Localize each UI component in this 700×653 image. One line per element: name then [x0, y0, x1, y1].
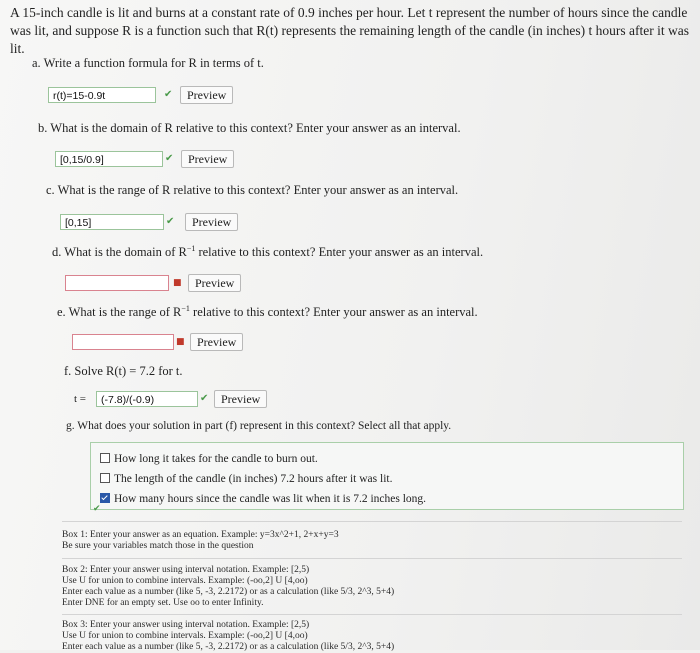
part-f-preview-button[interactable]: Preview [214, 390, 267, 408]
part-d-preview-button[interactable]: Preview [188, 274, 241, 292]
option-hours-when-7-2-inches[interactable]: How many hours since the candle was lit when it is 7.2 inches long. [100, 493, 426, 505]
help-box-2: Box 2: Enter your answer using interval notation. Example: [2,5) Use U for union to combine intervals. Example: (-oo,2] U [4,oo) Enter each value as a number (like 5, -3, 2.2172) or as a calculation (like 5/3, 2^3, 5+4) Enter DNE for an empty set. Use oo to enter Infinity. [62, 565, 395, 608]
checkbox[interactable] [100, 453, 110, 463]
correct-check-icon: ✔ [93, 504, 101, 514]
part-e-preview-button[interactable]: Preview [190, 333, 243, 351]
help-box-1: Box 1: Enter your answer as an equation. Example: y=3x^2+1, 2+x+y=3 Be sure your variables match those in the question [62, 530, 339, 551]
divider [62, 558, 682, 559]
checkbox-checked[interactable] [100, 493, 110, 503]
incorrect-mark-icon: ■ [176, 337, 185, 347]
correct-check-icon: ✔ [164, 89, 173, 100]
help-box-3: Box 3: Enter your answer using interval notation. Example: [2,5) Use U for union to combine intervals. Example: (-oo,2] U [4,oo) Enter each value as a number (like 5, -3, 2.2172) or as a calculation (like 5/3, 2^3, 5+4) [62, 620, 395, 652]
part-f-question: f. Solve R(t) = 7.2 for t. [64, 364, 183, 378]
part-b-question: b. What is the domain of R relative to this context? Enter your answer as an interval. [38, 121, 461, 135]
correct-check-icon: ✔ [200, 393, 209, 404]
part-b-preview-button[interactable]: Preview [181, 150, 234, 168]
part-f-prefix: t = [74, 393, 87, 405]
part-g-question: g. What does your solution in part (f) represent in this context? Select all that apply. [66, 420, 452, 432]
part-c-preview-button[interactable]: Preview [185, 213, 238, 231]
part-d-question: d. What is the domain of $R^{-1}$ relative to this context? Enter your answer as an interval. [52, 244, 484, 260]
divider [62, 521, 682, 522]
part-a-question: a. Write a function formula for R in terms of t. [32, 56, 264, 70]
checkbox[interactable] [100, 473, 110, 483]
option-burn-out[interactable]: How long it takes for the candle to burn out. [100, 453, 318, 465]
correct-check-icon: ✔ [166, 216, 175, 227]
part-a-preview-button[interactable]: Preview [180, 86, 233, 104]
divider [62, 614, 682, 615]
part-e-answer-input[interactable] [72, 334, 174, 350]
part-f-answer-input[interactable]: (-7.8)/(-0.9) [96, 391, 198, 407]
part-a-answer-input[interactable]: r(t)=15-0.9t [48, 87, 156, 103]
correct-check-icon: ✔ [165, 153, 174, 164]
problem-statement: A 15-inch candle is lit and burns at a constant rate of 0.9 inches per hour. Let t represent the number of hours since the candle was lit, and suppose R is a function such that R(t) represents the remaining length of the candle (in inches) t hours after it was lit. [10, 5, 689, 56]
option-length-after-7-2-hours[interactable]: The length of the candle (in inches) 7.2 hours after it was lit. [100, 473, 392, 485]
part-e-question: e. What is the range of $R^{-1}$ relative to this context? Enter your answer as an interval. [57, 304, 478, 320]
part-b-answer-input[interactable]: [0,15/0.9] [55, 151, 163, 167]
part-c-question: c. What is the range of R relative to this context? Enter your answer as an interval. [46, 183, 459, 197]
incorrect-mark-icon: ■ [173, 278, 182, 288]
part-c-answer-input[interactable]: [0,15] [60, 214, 164, 230]
part-d-answer-input[interactable] [65, 275, 169, 291]
